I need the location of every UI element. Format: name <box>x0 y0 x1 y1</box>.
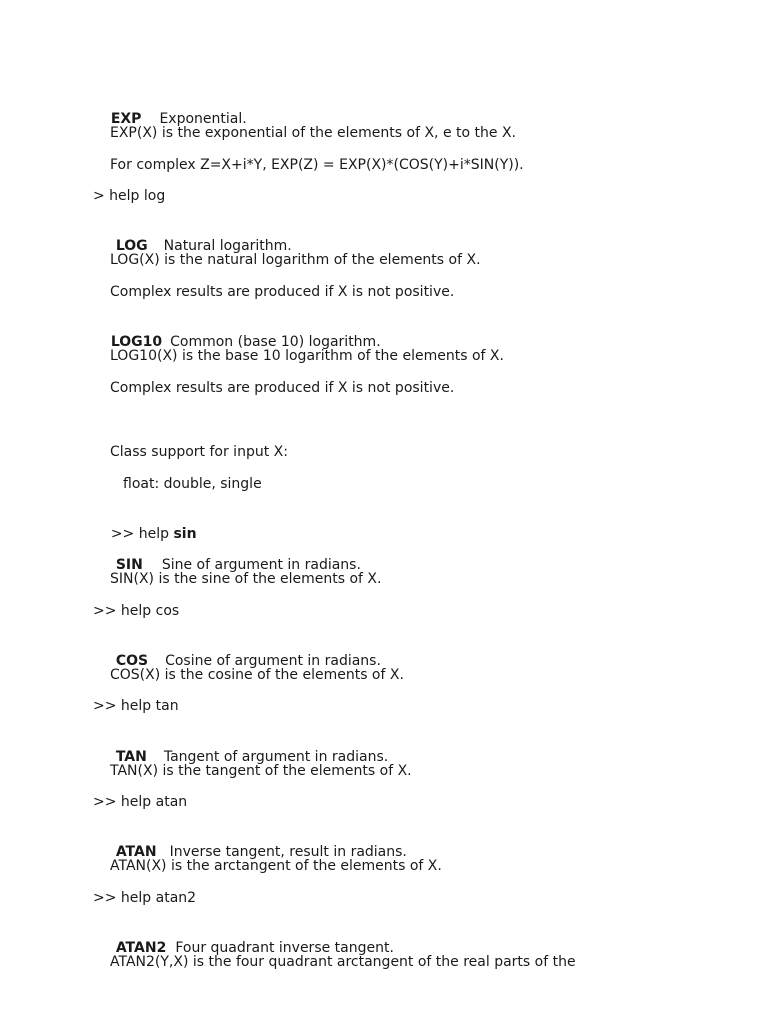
command-line: >> help atan2 <box>93 890 197 906</box>
description-line: Complex results are produced if X is not positive. <box>110 284 455 300</box>
description-line: LOG(X) is the natural logarithm of the elements of X. <box>110 252 481 268</box>
function-summary: Sine of argument in radians. <box>161 557 361 573</box>
command-line: >> help atan <box>93 794 188 810</box>
function-summary: Four quadrant inverse tangent. <box>175 940 394 956</box>
command-line: >> help tan <box>93 698 179 714</box>
function-name: LOG <box>115 238 148 254</box>
description-line: LOG10(X) is the base 10 logarithm of the elements of X. <box>110 348 504 364</box>
command-prefix: >> help <box>110 526 174 542</box>
function-name: ATAN <box>115 844 157 860</box>
function-summary: Natural logarithm. <box>163 238 292 254</box>
function-summary: Exponential. <box>159 111 247 127</box>
function-name: COS <box>115 653 149 669</box>
description-line: TAN(X) is the tangent of the elements of X. <box>110 763 412 779</box>
function-summary: Tangent of argument in radians. <box>163 749 389 765</box>
description-line: For complex Z=X+i*Y, EXP(Z) = EXP(X)*(COS(Y)+i*SIN(Y)). <box>110 157 524 173</box>
description-line: Class support for input X: <box>110 444 288 460</box>
command-keyword: sin <box>173 526 197 542</box>
function-name: SIN <box>115 557 143 573</box>
command-line: >> help cos <box>93 603 180 619</box>
description-line: COS(X) is the cosine of the elements of X. <box>110 667 404 683</box>
function-summary: Cosine of argument in radians. <box>165 653 381 669</box>
description-line: SIN(X) is the sine of the elements of X. <box>110 571 382 587</box>
function-summary: Common (base 10) logarithm. <box>170 334 381 350</box>
function-name: EXP <box>110 111 142 127</box>
description-line: ATAN(X) is the arctangent of the elements of X. <box>110 858 442 874</box>
command-line: > help log <box>93 188 166 204</box>
function-name: ATAN2 <box>115 940 167 956</box>
function-name: TAN <box>115 749 147 765</box>
description-line: float: double, single <box>123 476 262 492</box>
description-line: Complex results are produced if X is not positive. <box>110 380 455 396</box>
function-name: LOG10 <box>110 334 163 350</box>
function-summary: Inverse tangent, result in radians. <box>169 844 407 860</box>
description-line: ATAN2(Y,X) is the four quadrant arctangent of the real parts of the <box>110 954 576 970</box>
description-line: EXP(X) is the exponential of the elements of X, e to the X. <box>110 125 516 141</box>
